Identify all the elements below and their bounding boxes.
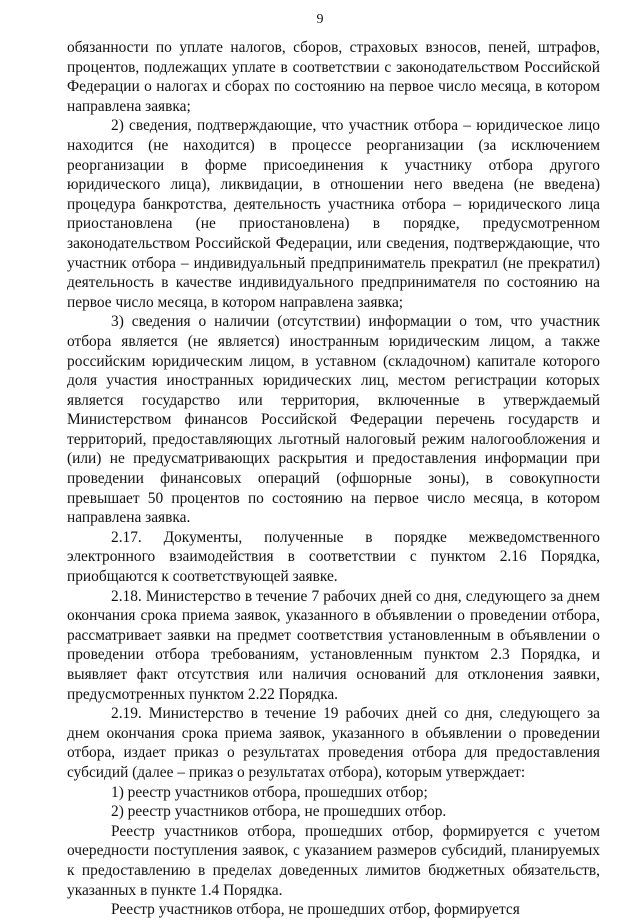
paragraph-2-19: 2.19. Министерство в течение 19 рабочих дней со дня, следующего за днем окончания срока приема заявок, указанного в объявлении о проведении отбора, издает приказ о результатах проведения отбора для предоставления субсидий (далее – приказ о результатах отбора), которым утверждает: [67, 705, 600, 781]
page-number: 9 [316, 12, 324, 27]
paragraph-2-17: 2.17. Документы, полученные в порядке межведомственного электронного взаимодействия в соответствии с пунктом 2.16 Порядка, приобщаются к соответствующей заявке. [67, 528, 600, 586]
paragraph-reorganization-info: 2) сведения, подтверждающие, что участник отбора – юридическое лицо находится (не находится) в процессе реорганизации (за исключением реорганизации в форме присоединения к участнику отбора другого юридического лица), ликвидации, в отношении него введена (не введена) процедура банкротства, деятельность участника отбора – юридического лица приостановлена (не приостановлена) в порядке, предусмотренном законодательством Российской Федерации, или сведения, подтверждающие, что участник отбора – индивидуальный предприниматель прекратил (не прекратил) деятельность в качестве индивидуального предпринимателя по состоянию на первое число месяца, в котором направлена заявка; [67, 117, 600, 311]
paragraph-passed-registry-formation: Реестр участников отбора, прошедших отбор, формируется с учетом очередности поступления заявок, с указанием размеров субсидий, планируемых к предоставлению в пределах доведенных лимитов бюджетных обязательств, указанных в пункте 1.4 Порядка. [67, 822, 600, 899]
list-item-passed-registry: 1) реестр участников отбора, прошедших отбор; [111, 783, 428, 801]
paragraph-failed-registry-formation: Реестр участников отбора, не прошедших отбор, формируется [111, 901, 520, 919]
paragraph-tax-obligations: обязанности по уплате налогов, сборов, страховых взносов, пеней, штрафов, процентов, подлежащих уплате в соответствии с законодательством Российской Федерации о налогах и сборах по состоянию на первое число месяца, в котором направлена заявка; [67, 39, 600, 115]
paragraph-2-18: 2.18. Министерство в течение 7 рабочих дней со дня, следующего за днем окончания срока приема заявок, указанного в объявлении о проведении отбора, рассматривает заявки на предмет соответствия установленным в объявлении о проведении отбора требованиям, установленным пунктом 2.3 Порядка, и выявляет факт отсутствия или наличия оснований для отклонения заявки, предусмотренных пунктом 2.22 Порядка. [67, 587, 600, 703]
paragraph-foreign-entity-info: 3) сведения о наличии (отсутствии) информации о том, что участник отбора является (не является) иностранным юридическим лицом, а также российским юридическим лицом, в уставном (складочном) капитале которого доля участия иностранных юридических лиц, местом регистрации которых является государство или территория, включенные в утверждаемый Министерством финансов Российской Федерации перечень государств и территорий, предоставляющих льготный налоговый режим налогообложения и (или) не предусматривающих раскрытия и предоставления информации при проведении финансовых операций (офшорные зоны), в совокупности превышает 50 процентов по состоянию на первое число месяца, в котором направлена заявка. [67, 313, 600, 527]
list-item-failed-registry: 2) реестр участников отбора, не прошедших отбор. [111, 803, 447, 821]
document-body [67, 38, 600, 920]
